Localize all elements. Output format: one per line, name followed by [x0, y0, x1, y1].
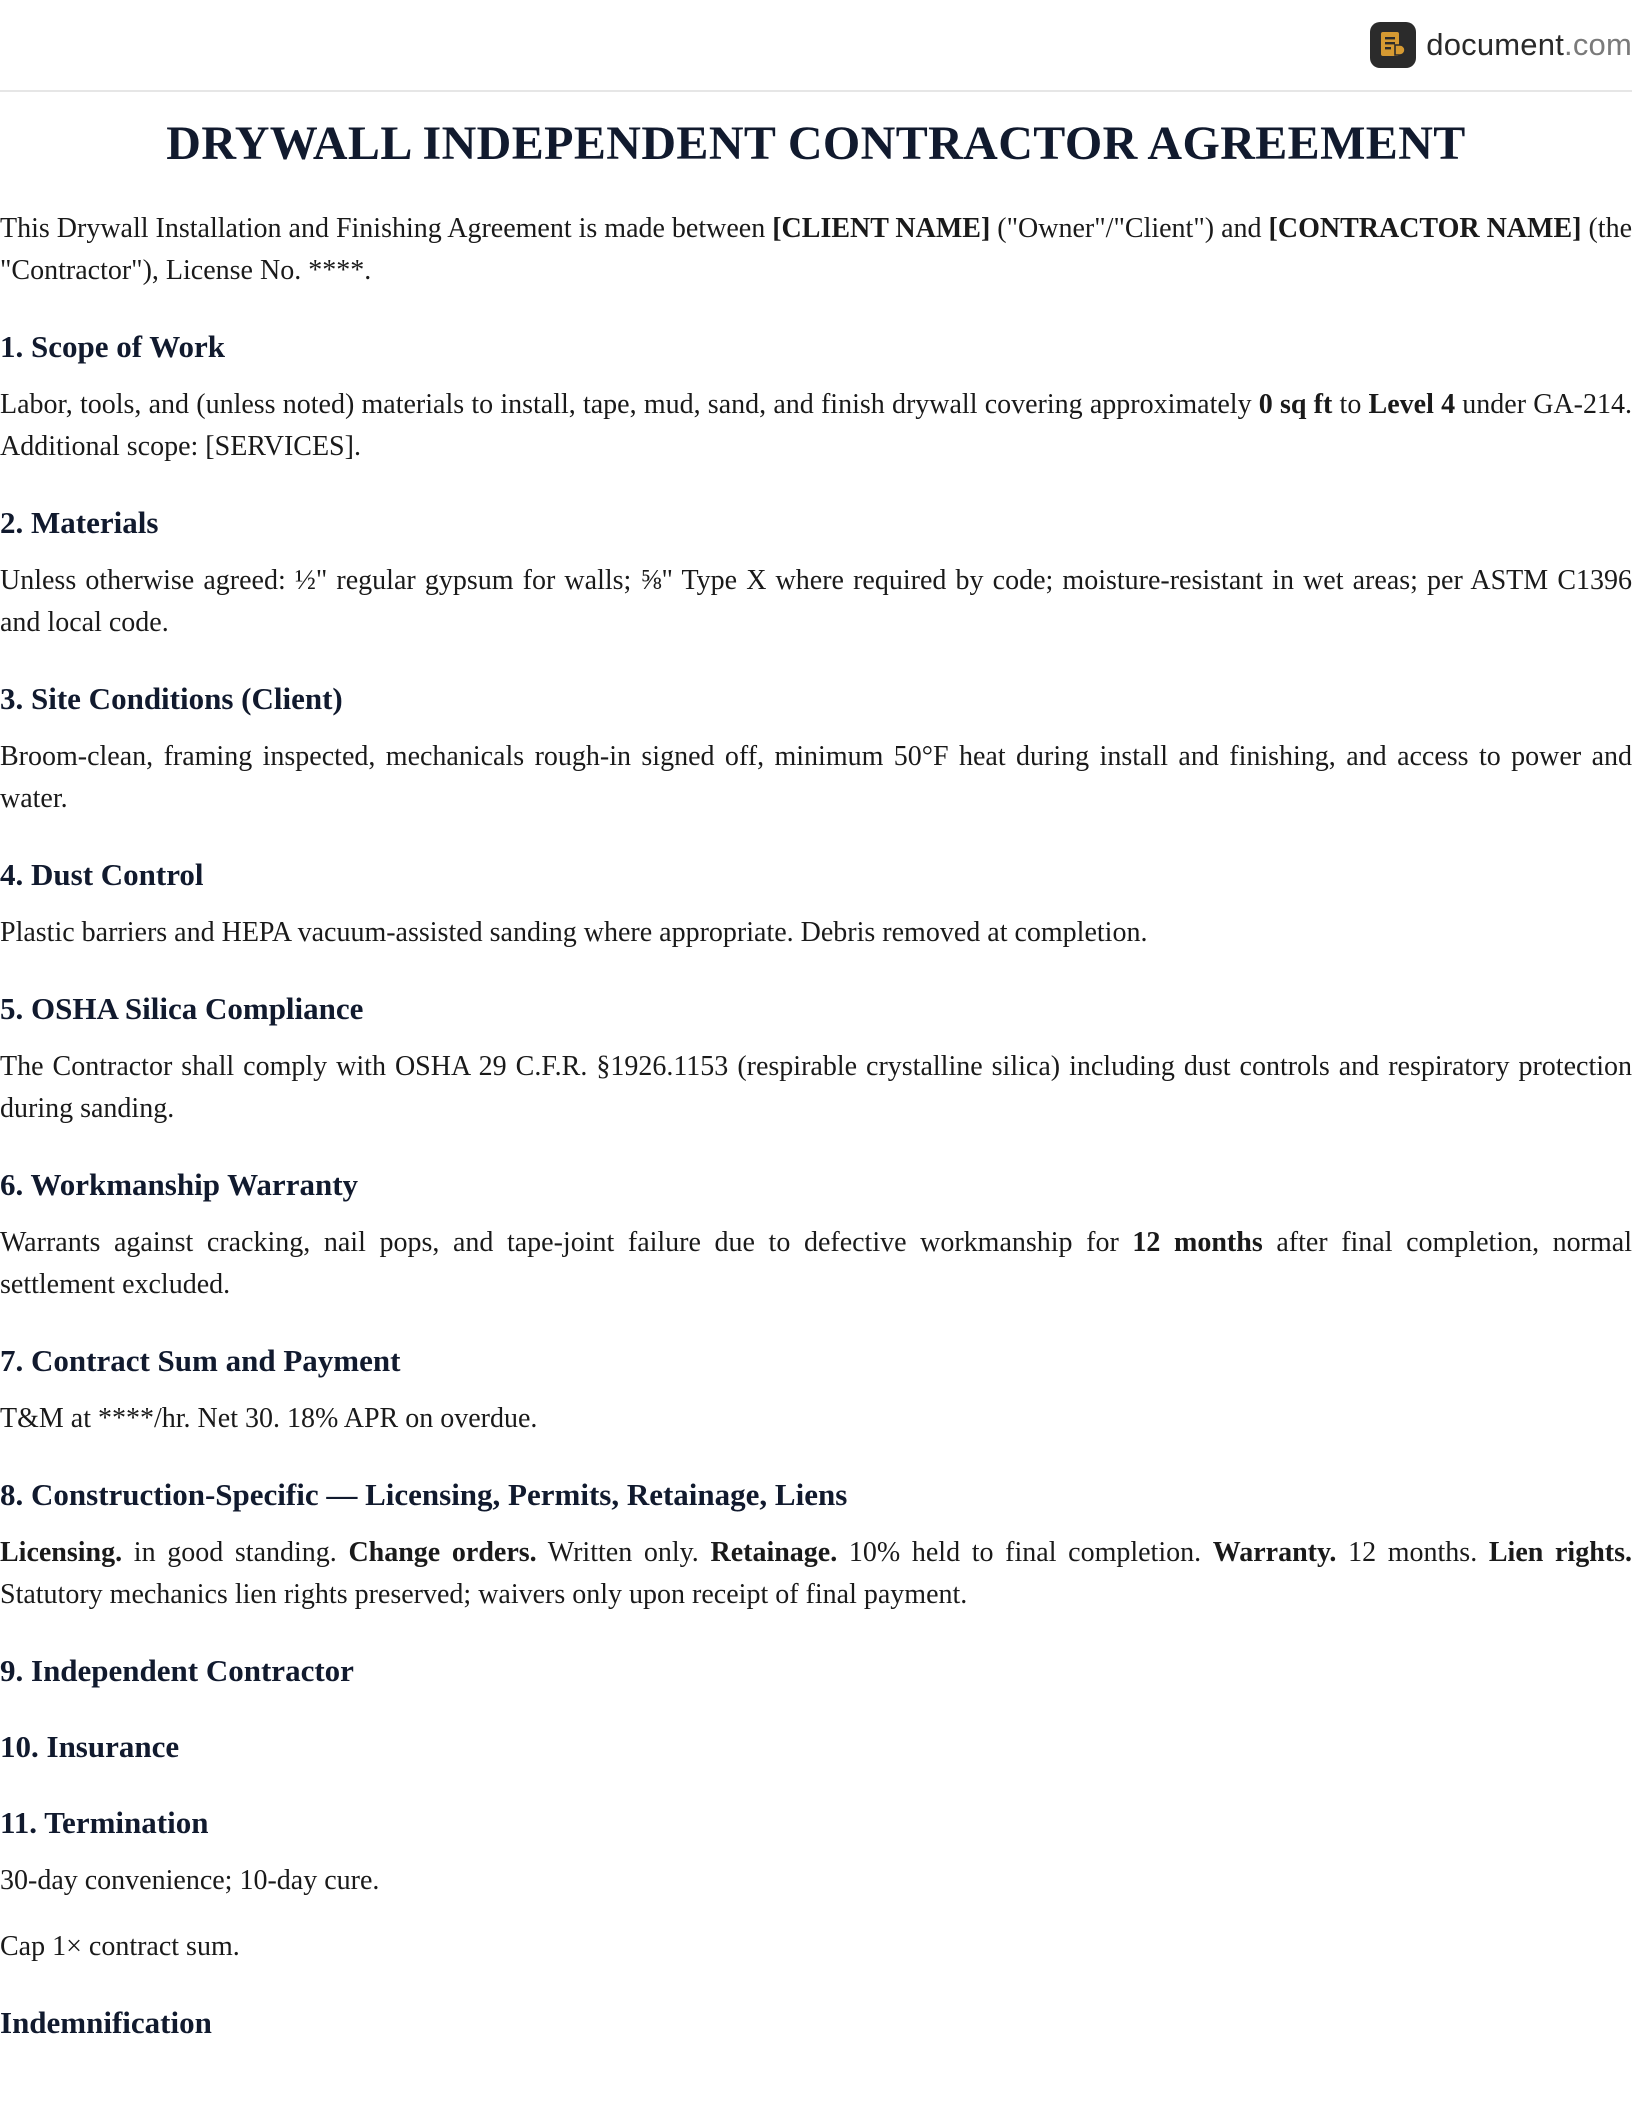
brand-tld: .com: [1564, 27, 1632, 62]
section-heading: 8. Construction-Specific — Licensing, Permits, Retainage, Liens: [0, 1477, 848, 1512]
section-heading: 6. Workmanship Warranty: [0, 1167, 359, 1202]
brand-name: [1426, 27, 1632, 63]
section-heading: 9. Independent Contractor: [0, 1653, 354, 1688]
section-heading: 1. Scope of Work: [0, 329, 226, 364]
section-heading: 2. Materials: [0, 505, 159, 540]
document-title: DRYWALL INDEPENDENT CONTRACTOR AGREEMENT: [166, 117, 1466, 170]
document-body: [0, 92, 1632, 2044]
section-body: [0, 1532, 1632, 1616]
section-text: under GA-214. Additional scope: [SERVICES].: [0, 389, 1632, 462]
section-body: Plastic barriers and HEPA vacuum-assisted sanding where appropriate. Debris removed at completion.: [0, 917, 1148, 948]
section-text: Labor, tools, and (unless noted) materials to install, tape, mud, sand, and finish drywall covering approximately: [0, 389, 1259, 420]
brand[interactable]: [1370, 22, 1632, 68]
clause-text: Written only.: [536, 1537, 711, 1568]
square-footage: 0 sq ft: [1258, 389, 1333, 420]
section-heading: 5. OSHA Silica Compliance: [0, 991, 364, 1026]
intro-text: (the "Contractor"), License No. ****.: [0, 213, 1632, 286]
intro-text: ("Owner"/"Client") and: [990, 213, 1269, 244]
clause-text: in good standing.: [122, 1537, 349, 1568]
clause-label: Lien rights.: [1488, 1537, 1632, 1568]
section-text: Warrants against cracking, nail pops, and tape-joint failure due to defective workmanship for: [0, 1227, 1133, 1258]
section-heading: 7. Contract Sum and Payment: [0, 1343, 401, 1378]
client-name-placeholder: [CLIENT NAME]: [772, 213, 991, 244]
warranty-period: 12 months: [1132, 1227, 1263, 1258]
top-bar: [0, 0, 1632, 92]
section-heading: 11. Termination: [0, 1805, 209, 1840]
section-body: Cap 1× contract sum.: [0, 1931, 240, 1962]
clause-label: Retainage.: [710, 1537, 838, 1568]
section-heading: 4. Dust Control: [0, 857, 204, 892]
section-heading: 3. Site Conditions (Client): [0, 681, 343, 716]
clause-text: 12 months.: [1336, 1537, 1489, 1568]
section-text: to: [1332, 389, 1369, 420]
section-body: T&M at ****/hr. Net 30. 18% APR on overdue.: [0, 1403, 538, 1434]
section-heading: 10. Insurance: [0, 1729, 180, 1764]
clause-label: Change orders.: [348, 1537, 537, 1568]
clause-text: Statutory mechanics lien rights preserved; waivers only upon receipt of final payment.: [0, 1579, 968, 1610]
section-body: The Contractor shall comply with OSHA 29 C.F.R. §1926.1153 (respirable crystalline silica) including dust controls and respiratory protection during sanding.: [0, 1051, 1632, 1124]
clause-text: 10% held to final completion.: [837, 1537, 1213, 1568]
section-body: [0, 384, 1632, 468]
brand-name-text: document: [1426, 27, 1565, 62]
section-body: [0, 1222, 1632, 1306]
section-body: Unless otherwise agreed: ½" regular gypsum for walls; ⅝" Type X where required by code; moisture-resistant in wet areas; per ASTM C1396 and local code.: [0, 565, 1632, 638]
section-body: Broom-clean, framing inspected, mechanicals rough-in signed off, minimum 50°F heat during install and finishing, and access to power and water.: [0, 741, 1632, 814]
clause-label: Licensing.: [0, 1537, 123, 1568]
section-body: 30-day convenience; 10-day cure.: [0, 1865, 380, 1896]
intro-paragraph: [0, 208, 1632, 292]
intro-text: This Drywall Installation and Finishing Agreement is made between: [0, 213, 773, 244]
section-text: after final completion, normal settlement excluded.: [0, 1227, 1632, 1300]
contractor-name-placeholder: [CONTRACTOR NAME]: [1268, 213, 1582, 244]
finish-level: Level 4: [1368, 389, 1456, 420]
section-heading: Indemnification: [0, 2005, 212, 2040]
clause-label: Warranty.: [1212, 1537, 1337, 1568]
document-logo-icon: [1370, 22, 1416, 68]
